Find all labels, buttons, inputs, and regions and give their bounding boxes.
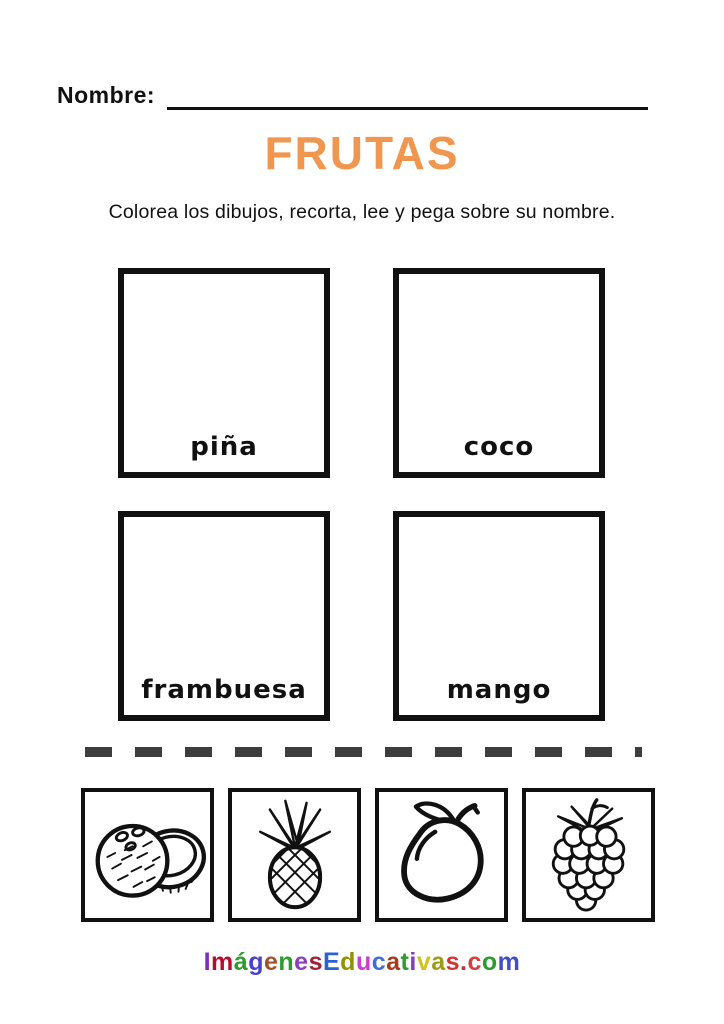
pineapple-icon <box>237 797 353 913</box>
cutout-card-coconut <box>81 788 214 922</box>
mango-icon <box>384 797 500 913</box>
footer-letter: o <box>481 948 498 976</box>
footer-letter: t <box>400 948 410 976</box>
footer-letter: c <box>467 948 482 976</box>
cutout-card-pineapple <box>228 788 361 922</box>
name-row <box>57 82 648 110</box>
word-box-pina <box>118 268 330 478</box>
footer-letter: c <box>371 948 387 976</box>
footer-letter: I <box>203 948 212 976</box>
footer-letter: n <box>278 948 295 976</box>
footer-letter: m <box>497 948 521 976</box>
footer-letter: s <box>445 948 461 976</box>
word-label-frambuesa: frambuesa <box>141 675 307 705</box>
footer-letter: i <box>409 948 417 976</box>
footer-letter: á <box>233 948 249 976</box>
cutout-card-raspberry <box>522 788 655 922</box>
footer-letter: g <box>248 948 264 976</box>
footer-letter: a <box>386 948 401 976</box>
footer-letter: . <box>460 948 468 976</box>
footer-letter: e <box>263 948 279 976</box>
word-label-pina: piña <box>190 432 258 462</box>
word-label-coco: coco <box>463 432 535 462</box>
raspberry-icon <box>531 797 647 913</box>
footer-letter: u <box>355 948 372 976</box>
word-box-mango <box>393 511 605 721</box>
instruction-text: Colorea los dibujos, recorta, lee y pega sobre su nombre. <box>108 201 616 223</box>
coconut-icon <box>90 797 206 913</box>
word-box-coco <box>393 268 605 478</box>
name-line[interactable] <box>167 83 648 110</box>
footer-letter: a <box>431 948 446 976</box>
word-label-mango: mango <box>446 675 552 705</box>
cut-line <box>85 747 642 757</box>
footer-wordmark <box>0 948 724 977</box>
name-label: Nombre: <box>57 82 156 108</box>
page-title: FRUTAS <box>264 127 460 179</box>
footer-letter: v <box>416 948 432 976</box>
footer-letter: s <box>308 948 323 976</box>
cutout-card-mango <box>375 788 508 922</box>
footer-letter: E <box>322 948 341 976</box>
footer-letter: d <box>340 948 356 976</box>
word-box-frambuesa <box>118 511 330 721</box>
footer-letter: m <box>211 948 234 976</box>
footer-letter: e <box>294 948 309 976</box>
